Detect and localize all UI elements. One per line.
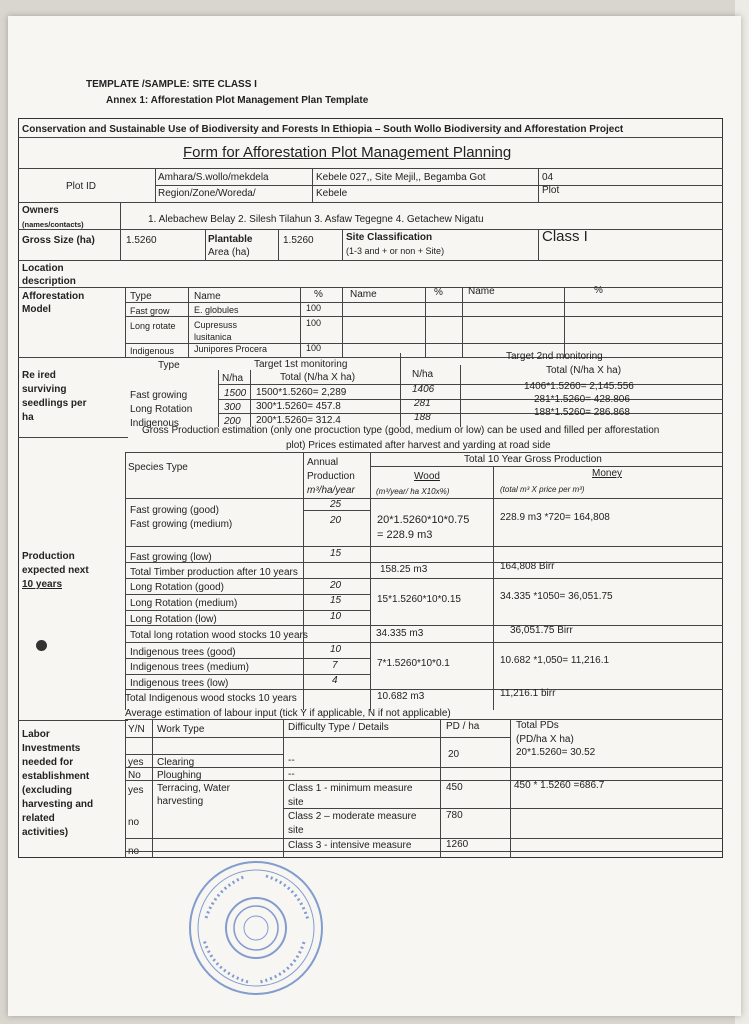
seedling-row-type: Indigenous — [130, 418, 179, 429]
labor-label-2: Investments — [22, 743, 81, 754]
seedling-row-nha2: 1406 — [412, 384, 435, 395]
gross-size-value: 1.5260 — [126, 235, 157, 246]
model-row-type: Indigenous — [130, 346, 175, 356]
total-10-year-header: Total 10 Year Gross Production — [464, 454, 602, 465]
labor-label-3: needed for — [22, 757, 74, 768]
ind-medium-value: 7 — [332, 660, 338, 671]
plantable-value: 1.5260 — [283, 235, 314, 246]
model-row-name: E. globules — [194, 305, 239, 315]
seedlings-type-header: Type — [158, 360, 180, 371]
lr-money: 34.335 *1050= 36,051.75 — [500, 591, 613, 602]
timber-total-label: Total Timber production after 10 years — [130, 567, 298, 578]
seedling-row-total2: 1406*1.5260= 2,145.556 — [524, 381, 634, 392]
model-pct3-header: % — [594, 285, 603, 296]
labor-label-4: establishment — [22, 771, 90, 782]
target1-header: Target 1st monitoring — [254, 359, 348, 370]
labor-row-difficulty: Class 1 - minimum measure — [288, 783, 413, 794]
seedling-row-nha2: 188 — [414, 412, 431, 423]
labor-label: Labor — [22, 729, 50, 740]
model-row-pct: 100 — [306, 318, 322, 328]
seedling-row-type: Long Rotation — [130, 404, 193, 415]
labor-label-6: harvesting and — [22, 799, 94, 810]
wood-sub-header: (m³/year/ ha X10x%) — [376, 487, 450, 496]
labor-row-yn: yes — [128, 757, 144, 768]
model-label: Afforestation — [22, 291, 85, 302]
model-name-header: Name — [194, 291, 221, 302]
lr-total-label: Total long rotation wood stocks 10 years — [130, 630, 308, 641]
lr-low-value: 10 — [330, 611, 342, 622]
model-name2-header: Name — [350, 289, 377, 300]
ind-total-label: Total Indigenous wood stocks 10 years — [125, 693, 297, 704]
lr-good-value: 20 — [330, 580, 342, 591]
labor-row-pd: 1260 — [446, 839, 469, 850]
labor-row-difficulty-2: site — [288, 797, 304, 808]
fg-good-label: Fast growing (good) — [130, 505, 219, 516]
fg-wood-result: = 228.9 m3 — [377, 529, 433, 541]
labor-note: Average estimation of labour input (tick Y if applicable, N if not applicable) — [125, 708, 451, 719]
kebele-value: Kebele 027,, Site Mejil,, Begamba Got — [316, 172, 486, 183]
plot-id-label: Plot ID — [66, 181, 97, 192]
labor-row-yn: no — [128, 846, 140, 857]
model-pct2-header: % — [434, 287, 443, 298]
money-sub-header: (total m³ X price per m³) — [500, 485, 585, 494]
annual-production-unit: m³/ha/year — [307, 485, 355, 496]
plot-value: 04 — [542, 172, 554, 183]
wood-header: Wood — [414, 471, 440, 482]
owners-sublabel: (names/contacts) — [22, 220, 84, 229]
ind-low-label: Indigenous trees (low) — [130, 678, 229, 689]
model-row-type: Long rotate — [130, 321, 176, 331]
seedling-row-total: 200*1.5260= 312.4 — [256, 415, 341, 426]
labor-row-difficulty-2: site — [288, 825, 304, 836]
lr-good-label: Long Rotation (good) — [130, 582, 224, 593]
timber-total-money: 164,808 Birr — [500, 561, 555, 572]
nha-header: N/ha — [222, 373, 244, 384]
model-row-name-2: lusitanica — [194, 332, 232, 342]
form-title: Form for Afforestation Plot Management Planning — [183, 144, 512, 161]
model-row-name: Cupresuss — [194, 320, 238, 330]
labor-row-work-2: harvesting — [157, 796, 204, 807]
lr-total-money: 36,051.75 Birr — [510, 625, 573, 636]
lr-medium-label: Long Rotation (medium) — [130, 598, 238, 609]
labor-label-8: activities) — [22, 827, 69, 838]
model-row-type: Fast grow — [130, 306, 170, 316]
seedlings-label-4: ha — [22, 412, 34, 423]
lr-total-wood: 34.335 m3 — [376, 628, 424, 639]
labor-row-pd: 780 — [446, 810, 463, 821]
nha2-header: N/ha — [412, 369, 434, 380]
ind-good-value: 10 — [330, 644, 342, 655]
kebele-label: Kebele — [316, 188, 348, 199]
labor-row-yn: yes — [128, 785, 144, 796]
labor-pd-header: PD / ha — [446, 721, 480, 732]
fg-medium-label: Fast growing (medium) — [130, 519, 233, 530]
fg-wood-calc: 20*1.5260*10*0.75 — [377, 514, 470, 526]
ind-good-label: Indigenous trees (good) — [130, 647, 236, 658]
model-row-pct: 100 — [306, 343, 322, 353]
ind-wood-calc: 7*1.5260*10*0.1 — [377, 658, 450, 669]
ind-total-money: 11,216.1 birr — [500, 688, 556, 699]
site-class-label: Site Classification — [346, 232, 433, 243]
location-label: Location — [22, 263, 64, 274]
timber-total-wood: 158.25 m3 — [380, 564, 428, 575]
labor-label-7: related — [22, 813, 55, 824]
labor-total-header-2: (PD/ha X ha) — [516, 734, 574, 745]
ind-low-value: 4 — [332, 675, 338, 686]
labor-yn-header: Y/N — [128, 724, 145, 735]
annual-production-header: Annual — [307, 457, 339, 468]
target2-header: Target 2nd monitoring — [506, 351, 603, 362]
project-line: Conservation and Sustainable Use of Biodiversity and Forests In Ethiopia – South Wollo Biodiversity and Afforestation Project — [22, 124, 624, 135]
plot-label: Plot — [542, 185, 560, 196]
labor-row-work: Clearing — [157, 757, 195, 768]
production-label: Production — [22, 551, 75, 562]
model-name3-header: Name — [468, 286, 495, 297]
model-row-name: Junipores Procera — [194, 344, 268, 354]
fg-low-label: Fast growing (low) — [130, 552, 212, 563]
lr-medium-value: 15 — [330, 595, 342, 606]
species-type-header: Species Type — [128, 462, 188, 473]
seedling-row-nha: 300 — [224, 402, 241, 413]
labor-row-pd: 20 — [448, 749, 460, 760]
lr-low-label: Long Rotation (low) — [130, 614, 217, 625]
seedlings-label-3: seedlings per — [22, 398, 87, 409]
seal-stamp-icon — [186, 858, 326, 998]
seedling-row-type: Fast growing — [130, 390, 188, 401]
total2-header: Total (N/ha X ha) — [546, 365, 622, 376]
labor-row-total: 20*1.5260= 30.52 — [516, 747, 596, 758]
fg-good-value: 25 — [330, 499, 342, 510]
region-value: Amhara/S.wollo/mekdela — [158, 172, 269, 183]
seedlings-label: Re ired — [22, 370, 56, 381]
owners-value: 1. Alebachew Belay 2. Silesh Tilahun 3. Asfaw Tegegne 4. Getachew Nigatu — [148, 214, 484, 225]
owners-label: Owners — [22, 205, 59, 216]
lr-wood-calc: 15*1.5260*10*0.15 — [377, 594, 461, 605]
annual-production-header-2: Production — [307, 471, 355, 482]
seedling-row-nha: 200 — [224, 416, 241, 427]
model-pct-header: % — [314, 289, 323, 300]
ind-medium-label: Indigenous trees (medium) — [130, 662, 249, 673]
plantable-label: Plantable — [208, 234, 253, 245]
seedling-row-total2: 281*1.5260= 428.806 — [534, 394, 630, 405]
seedling-row-total2: 188*1.5260= 286.868 — [534, 407, 630, 418]
labor-total-header: Total PDs — [516, 720, 559, 731]
labor-row-difficulty: -- — [288, 769, 295, 780]
seedling-row-total: 300*1.5260= 457.8 — [256, 401, 341, 412]
labor-row-total: 450 * 1.5260 =686.7 — [514, 780, 605, 791]
labor-row-difficulty: -- — [288, 755, 295, 766]
labor-row-yn: No — [128, 770, 141, 781]
labor-work-header: Work Type — [157, 724, 205, 735]
gross-size-label: Gross Size (ha) — [22, 235, 95, 246]
site-class-sublabel: (1-3 and + or non + Site) — [346, 246, 445, 256]
labor-label-5: (excluding — [22, 785, 73, 796]
labor-row-difficulty: Class 2 – moderate measure — [288, 811, 417, 822]
plantable-area-label: Area (ha) — [208, 247, 250, 258]
production-label-3: 10 years — [22, 579, 63, 590]
ind-total-wood: 10.682 m3 — [377, 691, 425, 702]
production-label-2: expected next — [22, 565, 89, 576]
money-header: Money — [592, 468, 623, 479]
production-note-2: plot) Prices estimated after harvest and yarding at road side — [286, 440, 551, 451]
model-type-header: Type — [130, 291, 152, 302]
seedling-row-nha: 1500 — [224, 388, 247, 399]
site-class-value: Class I — [542, 228, 588, 245]
model-label-2: Model — [22, 304, 51, 315]
fg-money: 228.9 m3 *720= 164,808 — [500, 512, 610, 523]
labor-difficulty-header: Difficulty Type / Details — [288, 722, 389, 733]
production-note: Gross Production estimation (only one procuction type (good, medium or low) can be used and filled per afforestation — [142, 425, 660, 436]
template-title: TEMPLATE /SAMPLE: SITE CLASS I — [86, 79, 257, 90]
ind-money: 10.682 *1,050= 11,216.1 — [500, 655, 610, 666]
fg-low-value: 15 — [330, 548, 342, 559]
total-header: Total (N/ha X ha) — [280, 372, 356, 383]
fg-medium-value: 20 — [330, 515, 342, 526]
region-label: Region/Zone/Woreda/ — [158, 188, 256, 199]
labor-row-pd: 450 — [446, 782, 463, 793]
labor-row-work: Ploughing — [157, 770, 202, 781]
punch-hole-icon — [36, 640, 47, 651]
location-label-2: description — [22, 276, 76, 287]
labor-row-yn: no — [128, 817, 140, 828]
model-row-pct: 100 — [306, 303, 322, 313]
seedling-row-total: 1500*1.5260= 2,289 — [256, 387, 347, 398]
labor-row-difficulty: Class 3 - intensive measure — [288, 840, 412, 851]
seedling-row-nha2: 281 — [414, 398, 431, 409]
seedlings-label-2: surviving — [22, 384, 67, 395]
labor-row-work: Terracing, Water — [157, 783, 230, 794]
annex-title: Annex 1: Afforestation Plot Management Plan Template — [106, 95, 369, 106]
